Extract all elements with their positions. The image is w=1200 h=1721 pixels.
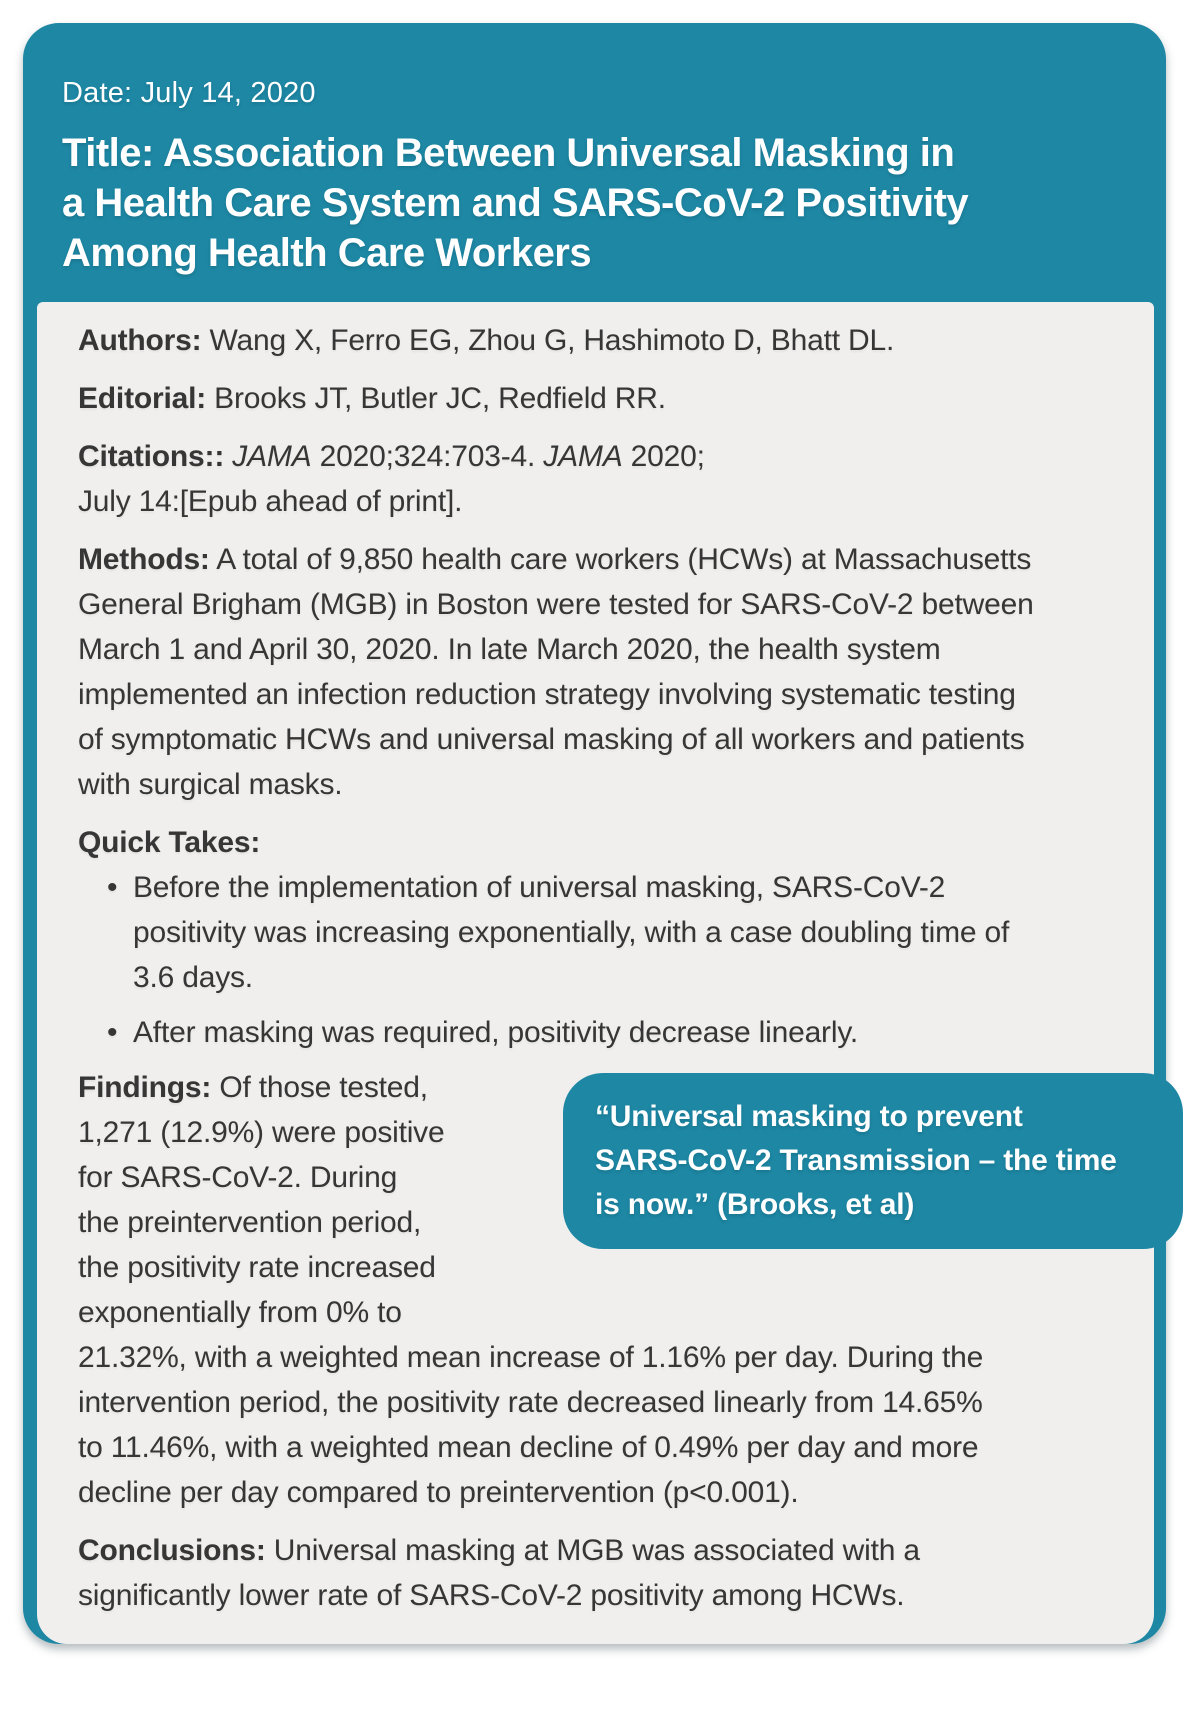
quick-take-item (78, 865, 1113, 1000)
pull-quote-text: “Universal masking to prevent SARS-CoV-2 Transmission – the time is now.” (Brooks, et al) (595, 1100, 1117, 1221)
authors-paragraph (78, 318, 1113, 363)
authors-text: Wang X, Ferro EG, Zhou G, Hashimoto D, Bhatt DL. (209, 324, 895, 357)
editorial-label: Editorial: (78, 382, 207, 415)
quick-take-text: After masking was required, positivity decrease linearly. (133, 1016, 859, 1049)
citations-label: Citations:: (78, 440, 225, 473)
citations-reference: 2020;324:703-4. (319, 440, 536, 473)
conclusions-paragraph (78, 1528, 1113, 1618)
editorial-paragraph (78, 376, 1113, 421)
conclusions-lines: significantly lower rate of SARS-CoV-2 positivity among HCWs. (78, 1579, 905, 1612)
citations-paragraph (78, 434, 1113, 524)
findings-lines: 1,271 (12.9%) were positive for SARS-CoV-2. During the preintervention period, the positivity rate increased exponentially from 0% to 21.32%, with a weighted mean increase of 1.16% per day. During the intervention period, the positivity rate decreased linearly from 14.65% to 11.46%, with a weighted mean decline of 0.49% per day and more decline per day compared to preintervention (p<0.001). (78, 1116, 984, 1509)
conclusions-first-line: Universal masking at MGB was associated with a (273, 1534, 920, 1567)
citations-year: 2020; (630, 440, 705, 473)
citations-journal-2: JAMA (543, 440, 623, 473)
pull-quote-callout (563, 1073, 1183, 1249)
conclusions-label: Conclusions: (78, 1534, 266, 1567)
findings-first-line: Of those tested, (219, 1071, 428, 1104)
quick-takes-list (78, 865, 1113, 1055)
methods-first-line: A total of 9,850 health care workers (HCWs) at Massachusetts (216, 543, 1032, 576)
date-text: Date: July 14, 2020 (62, 77, 316, 109)
methods-label: Methods: (78, 543, 210, 576)
summary-card (23, 23, 1166, 1644)
quick-takes-heading: Quick Takes: (78, 826, 261, 859)
bullet-dot-icon: • (107, 1016, 118, 1049)
content-panel (37, 302, 1154, 1644)
citations-journal-1: JAMA (232, 440, 312, 473)
page-title (62, 128, 1126, 278)
methods-lines: General Brigham (MGB) in Boston were tested for SARS-CoV-2 between March 1 and April 30, 2020. In late March 2020, the health system implemented an infection reduction strategy involving systematic testing of symptomatic HCWs and universal masking of all workers and patients with surgical masks. (78, 588, 1034, 801)
citations-line-2: July 14:[Epub ahead of print]. (78, 485, 463, 518)
page-title-lines: Title: Association Between Universal Masking in a Health Care System and SARS-CoV-2 Positivity Among Health Care Workers (62, 131, 969, 275)
findings-paragraph (78, 1065, 1117, 1515)
quick-take-item (78, 1010, 1113, 1055)
findings-label: Findings: (78, 1071, 212, 1104)
bullet-dot-icon: • (107, 871, 118, 904)
methods-paragraph (78, 537, 1113, 807)
authors-label: Authors: (78, 324, 202, 357)
card-header (23, 23, 1166, 302)
editorial-text: Brooks JT, Butler JC, Redfield RR. (214, 382, 666, 415)
quick-take-text: Before the implementation of universal masking, SARS-CoV-2 positivity was increasing exponentially, with a case doubling time of 3.6 days. (133, 871, 1010, 994)
